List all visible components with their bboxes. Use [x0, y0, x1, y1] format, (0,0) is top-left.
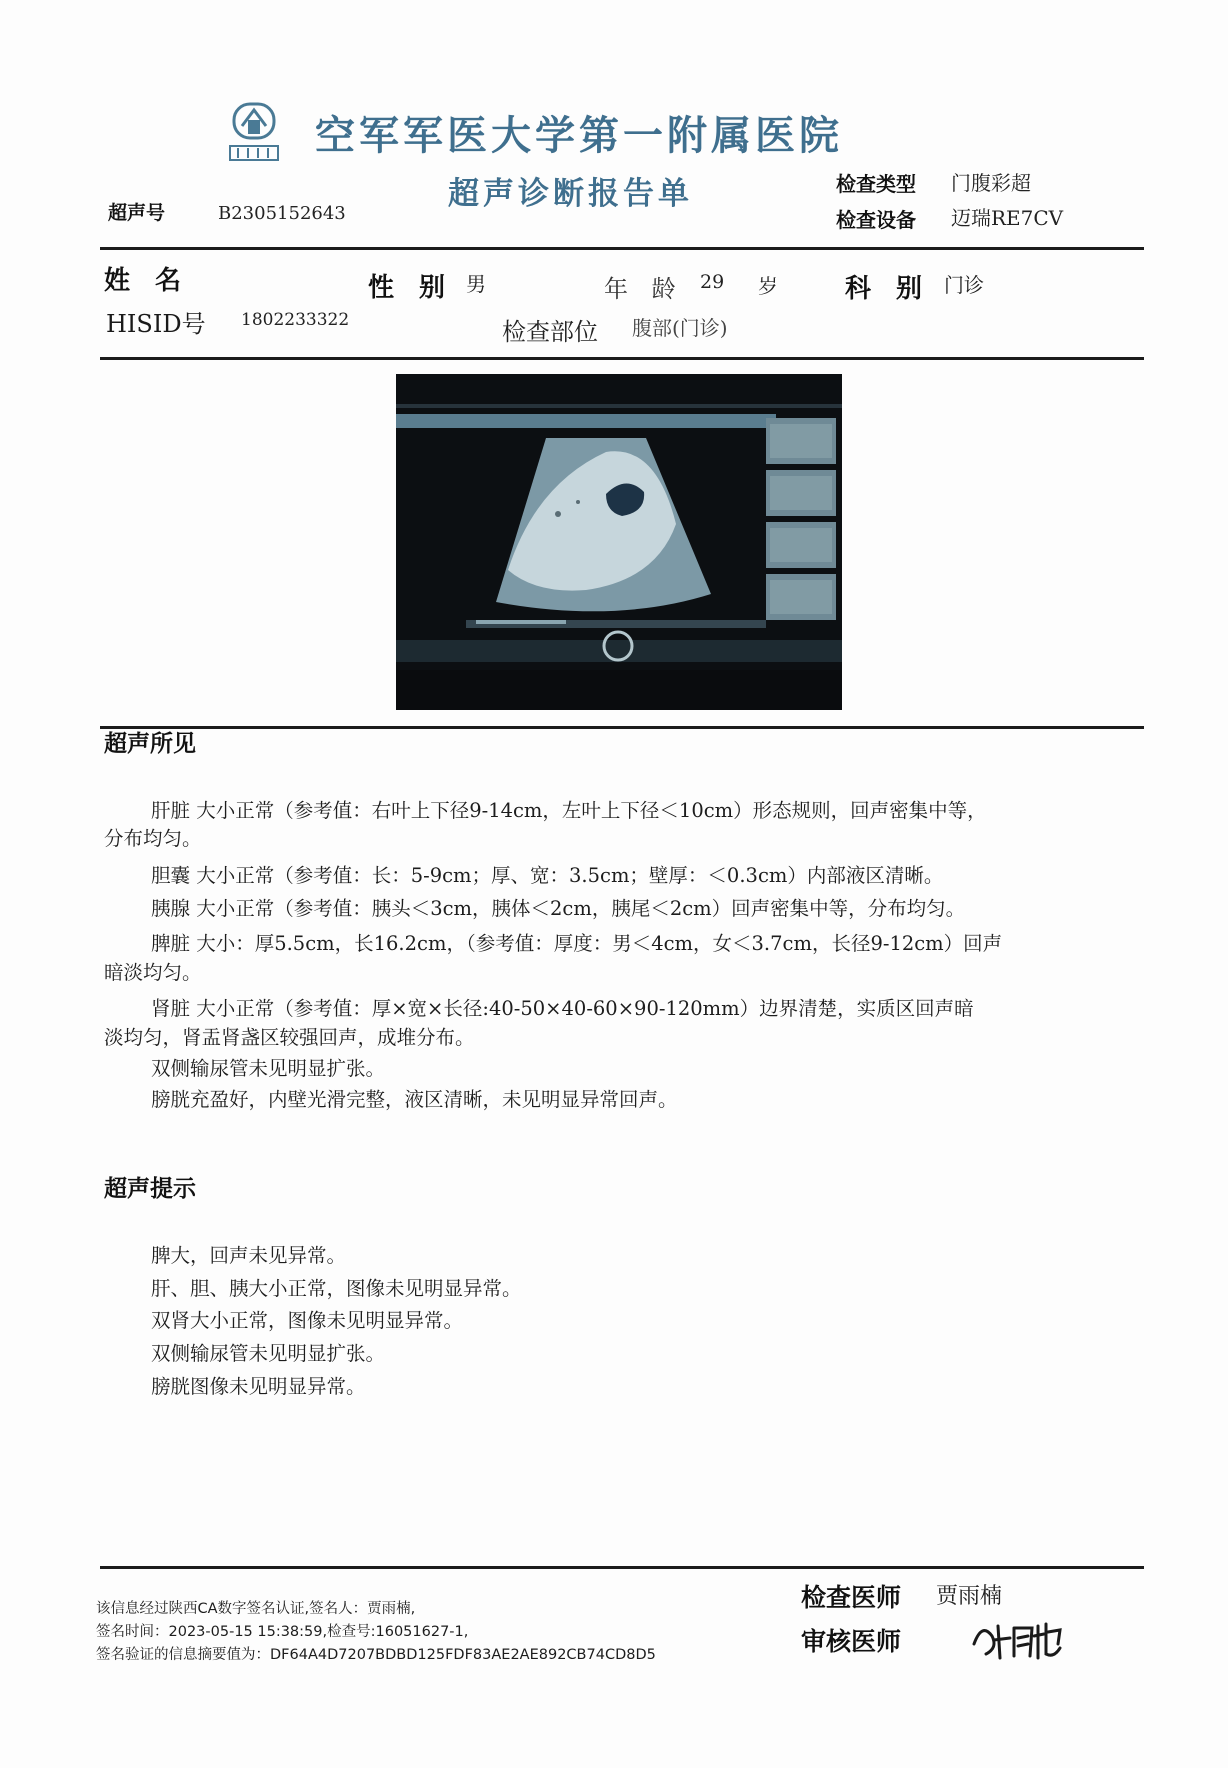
- examiner-name: 贾雨楠: [936, 1584, 1003, 1609]
- device-label: 检查设备: [836, 208, 916, 232]
- ultrasound-no-label: 超声号: [108, 202, 166, 224]
- age-label: 年 龄: [604, 275, 684, 303]
- findings-line: 胆囊 大小正常（参考值：长：5-9cm；厚、宽：3.5cm；壁厚：＜0.3cm）内部液区清晰。: [151, 864, 944, 887]
- name-label: 姓 名: [104, 266, 190, 296]
- divider: [100, 357, 1144, 360]
- dept-label: 科 别: [845, 274, 931, 304]
- report-title: 超声诊断报告单: [448, 176, 693, 212]
- ca-signature-line: 签名验证的信息摘要值为：DF64A4D7207BDBD125FDF83AE2AE892CB74CD8D5: [96, 1647, 656, 1663]
- findings-line: 淡均匀，肾盂肾盏区较强回声，成堆分布。: [104, 1026, 475, 1049]
- exam-site-label: 检查部位: [502, 318, 598, 346]
- findings-line: 双侧输尿管未见明显扩张。: [151, 1057, 386, 1080]
- sex-label: 性 别: [368, 273, 454, 303]
- impression-line: 肝、胆、胰大小正常，图像未见明显异常。: [151, 1277, 522, 1300]
- divider: [100, 726, 1144, 729]
- findings-line: 胰腺 大小正常（参考值：胰头＜3cm，胰体＜2cm，胰尾＜2cm）回声密集中等，分布均匀。: [151, 897, 966, 920]
- device: 迈瑞RE7CV: [951, 206, 1064, 230]
- findings-line: 脾脏 大小：厚5.5cm，长16.2cm，（参考值：厚度：男＜4cm，女＜3.7cm，长径9-12cm）回声: [151, 932, 1003, 955]
- findings-title: 超声所见: [104, 731, 196, 757]
- exam-site: 腹部(门诊): [632, 316, 728, 340]
- hisid-label: HISID号: [106, 310, 206, 338]
- findings-line: 暗淡均匀。: [104, 961, 202, 984]
- age-unit: 岁: [758, 274, 778, 298]
- findings-line: 分布均匀。: [104, 827, 202, 850]
- findings-line: 肾脏 大小正常（参考值：厚×宽×长径:40-50×40-60×90-120mm）边界清楚，实质区回声暗: [151, 997, 974, 1020]
- divider: [100, 247, 1144, 250]
- hospital-name: 空军军医大学第一附属医院: [315, 113, 843, 159]
- patient-sex: 男: [466, 272, 486, 296]
- ultrasound-no: B2305152643: [218, 203, 346, 224]
- exam-type-label: 检查类型: [836, 172, 916, 196]
- findings-line: 膀胱充盈好，内壁光滑完整，液区清晰，未见明显异常回声。: [151, 1088, 678, 1111]
- divider: [100, 1566, 1144, 1569]
- exam-type: 门腹彩超: [951, 171, 1031, 195]
- reviewer-label: 审核医师: [801, 1627, 902, 1656]
- ca-signature-line: 签名时间：2023-05-15 15:38:59,检查号:16051627-1,: [96, 1624, 469, 1640]
- examiner-label: 检查医师: [801, 1583, 902, 1612]
- patient-dept: 门诊: [944, 273, 984, 297]
- impression-title: 超声提示: [104, 1176, 196, 1202]
- impression-line: 双肾大小正常，图像未见明显异常。: [151, 1309, 464, 1332]
- ultrasound-scan-icon: [396, 374, 842, 710]
- ca-signature-line: 该信息经过陕西CA数字签名认证,签名人：贾雨楠,: [96, 1601, 416, 1617]
- hisid: 1802233322: [241, 310, 350, 330]
- impression-line: 脾大，回声未见异常。: [151, 1244, 347, 1267]
- hospital-logo-icon: [224, 96, 284, 170]
- reviewer-signature: [968, 1614, 1068, 1664]
- findings-line: 肝脏 大小正常（参考值：右叶上下径9-14cm，左叶上下径＜10cm）形态规则，回声密集中等，: [151, 799, 987, 822]
- impression-line: 膀胱图像未见明显异常。: [151, 1375, 366, 1398]
- impression-line: 双侧输尿管未见明显扩张。: [151, 1342, 386, 1365]
- patient-age: 29: [700, 271, 725, 293]
- ultrasound-image: [396, 374, 842, 710]
